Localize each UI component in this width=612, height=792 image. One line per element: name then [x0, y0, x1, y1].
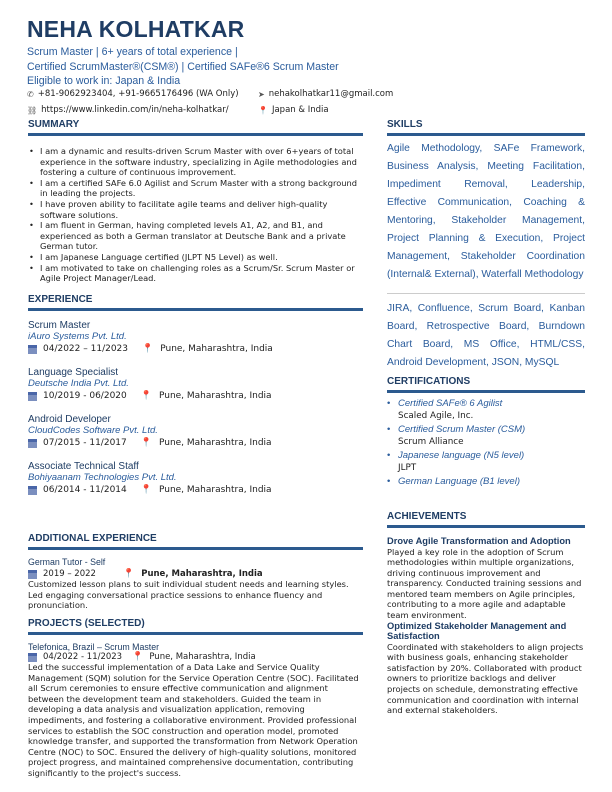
summary-item: • I am a dynamic and results-driven Scrum Master with over 6+years of total experience in the software industry, specializing in Agile methodologies and fostering a culture of continuous improvement. [40, 146, 363, 178]
linkedin-link[interactable]: https://www.linkedin.com/in/neha-kolhatkar/ [41, 105, 229, 115]
job-title: Associate Technical Staff [28, 461, 139, 472]
role-title: German Tutor - Self [28, 557, 106, 567]
phone-text: +81-9062923404, +91-9665176496 (WA Only) [37, 89, 239, 99]
section-title: ACHIEVEMENTS [387, 511, 467, 522]
section-rule [387, 133, 585, 136]
section-title: ADDITIONAL EXPERIENCE [28, 533, 157, 544]
link-icon: ⛓ [27, 105, 38, 115]
project-description: Led the successful implementation of a Data Lake and Service Quality Management (SQM) solution for the Service Operation Centre (SOC). Facilitated all Scrum ceremonies to ensure effective communication and alignment between the development team and stakeholders. Guided the team in developing a data analysis and visualization application, removing impediments, and fostering a collaborative environment. Provided professional services to establish the SOC construction and operation model, promoted knowledge transfer, and supported the transformation from Network Operation Centre (NOC) to SOC. Ensured the delivery of high-quality solutions, monitored project progress, and maintained comprehensive documentation, contributing significantly to the project's success. [28, 662, 359, 778]
certification-issuer: JLPT [398, 463, 417, 473]
job-title: Language Specialist [28, 367, 119, 378]
achievement-text: Coordinated with stakeholders to align projects with business goals, enhancing stakeholder satisfaction by 20%. Collaborated with product owners to prioritize backlogs and deliver projects on schedule, demonstrating effective communication and coordination with internal and external stakeholders. [387, 641, 584, 716]
technical-skills: JIRA, Confluence, Scrum Board, Kanban Board, Retrospective Board, Burndown Chart Board, MS Office, HTML/CSS, Android Development, JSON, MySQL [387, 303, 585, 368]
location-text: Japan & India [271, 105, 329, 115]
achievement-text: Played a key role in the adoption of Scrum methodologies within multiple organizations, driving continuous improvement and transparency. Conducted training sessions and mentored team members on Agile principles, contributing to a more agile and adaptable team environment. [387, 546, 582, 621]
company-name: iAuro Systems Pvt. Ltd. [28, 331, 127, 342]
company-name: Bohiyaanam Technologies Pvt. Ltd. [28, 472, 177, 483]
section-title: SKILLS [387, 119, 423, 130]
location: Pune, Maharashtra, India [158, 485, 272, 495]
candidate-name: NEHA KOLHATKAR [27, 16, 245, 42]
phone-icon: ✆ [27, 89, 34, 99]
section-title: CERTIFICATIONS [387, 376, 471, 387]
dates: 07/2015 - 11/2017 [43, 438, 127, 448]
certification-issuer: Scaled Agile, Inc. [398, 411, 474, 421]
calendar-icon [28, 486, 37, 495]
experience-section [28, 294, 363, 508]
certifications-section [387, 376, 585, 488]
section-title: EXPERIENCE [28, 294, 93, 305]
section-rule [28, 547, 363, 550]
section-rule [387, 525, 585, 528]
email-link[interactable]: nehakolhatkar11@gmail.com [268, 89, 394, 99]
email-contact[interactable] [258, 89, 393, 99]
company-name: CloudCodes Software Pvt. Ltd. [28, 425, 158, 436]
projects-section [28, 618, 363, 779]
phone-contact [27, 89, 239, 99]
experience-entry [28, 367, 363, 401]
calendar-icon [28, 570, 37, 579]
section-rule [28, 308, 363, 311]
achievement-title: Drove Agile Transformation and Adoption [387, 536, 571, 546]
section-rule [28, 133, 363, 136]
location: Pune, Maharashtra, India [158, 391, 272, 401]
certification-name: • Japanese language (N5 level) [398, 449, 585, 462]
dates: 06/2014 - 11/2014 [43, 485, 127, 495]
section-rule [387, 390, 585, 393]
location: Pune, Maharashtra, India [141, 569, 263, 579]
section-title: PROJECTS (SELECTED) [28, 618, 145, 629]
calendar-icon [28, 439, 37, 448]
location: Pune, Maharashtra, India [160, 344, 273, 354]
summary-item: • I am motivated to take on challenging roles as a Scrum/Sr. Scrum Master or Agile Project Manager/Lead. [40, 263, 363, 284]
section-title: SUMMARY [28, 119, 80, 130]
summary-item: • I am Japanese Language certified (JLPT N5 Level) as well. [40, 252, 363, 263]
dates: 2019 – 2022 [43, 569, 96, 579]
achievements-section [387, 511, 585, 716]
send-icon: ➤ [258, 89, 265, 99]
summary-item: • I am fluent in German, having completed levels A1, A2, and B1, and experienced as both a German translator at Deutsche Bank and a private German tutor. [40, 220, 363, 252]
calendar-icon [28, 653, 37, 662]
location-pin-icon: 📍 [258, 105, 268, 115]
linkedin-contact[interactable] [27, 105, 229, 115]
location-pin-icon: 📍 [140, 391, 152, 401]
achievement-title: Optimized Stakeholder Management and Satisfaction [387, 620, 567, 642]
location-pin-icon: 📍 [140, 438, 152, 448]
calendar-icon [28, 345, 37, 354]
job-title: Android Developer [28, 414, 111, 425]
certification-name: • Certified SAFe® 6 Agilist [398, 397, 585, 410]
certification-name: • Certified Scrum Master (CSM) [398, 423, 585, 436]
dates: 10/2019 - 06/2020 [43, 391, 127, 401]
description-line: Customized lesson plans to suit individual student needs and learning styles. [28, 579, 349, 589]
dates: 04/2022 – 11/2023 [43, 344, 128, 354]
location-pin-icon: 📍 [140, 485, 152, 495]
soft-skills: Agile Methodology, SAFe Framework, Business Analysis, Meeting Facilitation, Impediment Removal, Leadership, Effective Communication, Coaching & Mentoring, Stakeholder Management, Project Planning & Execution, Project Management, Stakeholder Coordination (Internal& External), Waterfall Methodology [387, 143, 585, 280]
subtitle-line: Certified ScrumMaster®(CSM®) | Certified SAFe®6 Scrum Master [27, 61, 339, 73]
location-pin-icon: 📍 [132, 652, 144, 662]
calendar-icon [28, 392, 37, 401]
certification-name: • German Language (B1 level) [398, 475, 585, 488]
skills-divider [387, 293, 585, 294]
subtitle-line: Eligible to work in: Japan & India [27, 75, 181, 87]
section-rule [28, 632, 363, 635]
location: Pune, Maharashtra, India [158, 438, 272, 448]
certification-issuer: Scrum Alliance [398, 437, 464, 447]
skills-section [387, 119, 585, 372]
project-title: Telefonica, Brazil – Scrum Master [28, 642, 160, 652]
experience-entry [28, 414, 363, 448]
experience-entry [28, 461, 363, 495]
additional-experience-section [28, 533, 363, 611]
subtitle-line: Scrum Master | 6+ years of total experience | [27, 46, 238, 58]
summary-list [28, 146, 363, 284]
company-name: Deutsche India Pvt. Ltd. [28, 378, 129, 389]
certification-list [387, 397, 585, 488]
summary-item: • I am a certified SAFe 6.0 Agilist and Scrum Master with a strong background in leading the projects. [40, 178, 363, 199]
location: Pune, Maharashtra, India [149, 652, 256, 662]
description-line: Led engaging conversational practice sessions to enhance fluency and pronunciation. [28, 589, 323, 611]
location-pin-icon: 📍 [123, 569, 135, 579]
experience-entry [28, 320, 363, 354]
location-pin-icon: 📍 [142, 344, 154, 354]
location-contact [258, 105, 329, 115]
job-title: Scrum Master [28, 320, 91, 331]
summary-section [28, 119, 363, 284]
dates: 04/2022 - 11/2023 [43, 652, 123, 662]
summary-item: • I have proven ability to facilitate agile teams and deliver high-quality software solutions. [40, 199, 363, 220]
